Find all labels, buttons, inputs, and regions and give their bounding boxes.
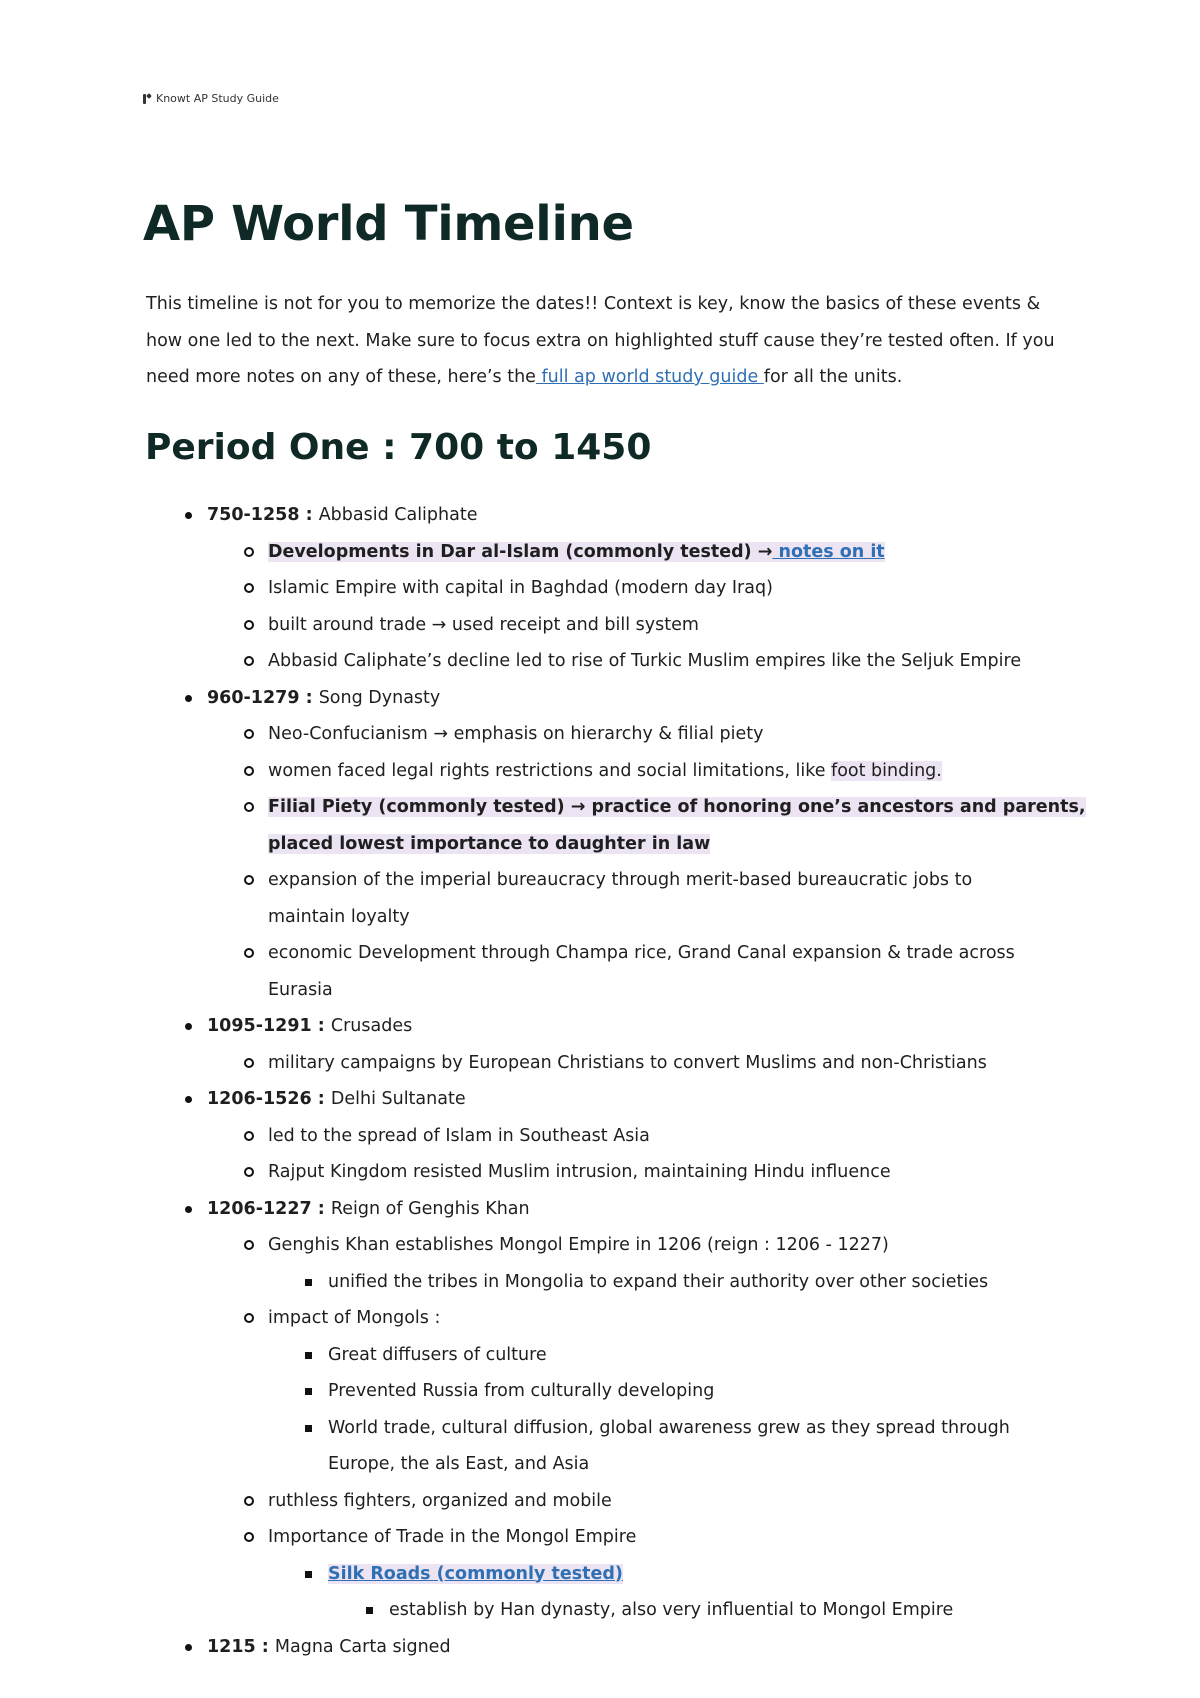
entry-date: 1206-1227 [207, 1198, 312, 1219]
list-item-text: built around trade → used receipt and bill system [268, 614, 699, 635]
list-item [0, 862, 1200, 935]
entry-date: 1206-1526 [207, 1089, 312, 1109]
highlighted-text: Filial Piety (commonly tested) → practice of honoring one’s ancestors and parents, [268, 797, 1086, 817]
list-item [0, 1483, 1200, 1520]
period-heading: Period One : 700 to 1450 [145, 427, 652, 468]
list-item-text: Genghis Khan establishes Mongol Empire in 1206 (reign : 1206 - 1227) [268, 1235, 889, 1255]
circle-bullet-icon [244, 1058, 254, 1068]
disc-bullet-icon [185, 1023, 192, 1030]
disc-bullet-icon [185, 1206, 192, 1213]
circle-bullet-icon [244, 583, 254, 593]
square-bullet-icon [305, 1388, 312, 1395]
silk-roads-link[interactable]: Silk Roads (commonly tested) [328, 1563, 623, 1584]
square-bullet-icon [305, 1279, 312, 1286]
circle-bullet-icon [244, 948, 254, 958]
circle-bullet-icon [244, 656, 254, 666]
circle-bullet-icon [244, 547, 254, 557]
list-item-text: women faced legal rights restrictions and social limitations, like [268, 760, 832, 781]
list-item [0, 1519, 1200, 1556]
list-item-text: Rajput Kingdom resisted Muslim intrusion, maintaining Hindu influence [268, 1162, 891, 1182]
highlighted-text: placed lowest importance to daughter in law [268, 833, 711, 854]
disc-bullet-icon [185, 512, 192, 519]
entry-name: Abbasid Caliphate [318, 505, 478, 525]
disc-bullet-icon [185, 1096, 192, 1103]
circle-bullet-icon [244, 729, 254, 739]
list-item [0, 534, 1200, 571]
list-item [0, 607, 1200, 644]
list-item-text: unified the tribes in Mongolia to expand their authority over other societies [328, 1271, 989, 1292]
notes-link[interactable]: notes on it [772, 541, 885, 562]
entry-name: Reign of Genghis Khan [330, 1198, 530, 1219]
list-item-text: impact of Mongols : [268, 1308, 441, 1328]
list-item-text: expansion of the imperial bureaucracy through merit-based bureaucratic jobs to maintain loyalty [268, 870, 973, 927]
entry-separator: : [311, 1198, 331, 1219]
page-header [143, 92, 279, 105]
list-item [0, 716, 1200, 753]
list-item [0, 1373, 1200, 1410]
circle-bullet-icon [244, 1167, 254, 1177]
page-title: AP World Timeline [143, 196, 634, 252]
list-item-text: Great diffusers of culture [328, 1344, 547, 1365]
entry-separator: : [299, 505, 319, 525]
circle-bullet-icon [244, 1313, 254, 1323]
list-item-text: Abbasid Caliphate’s decline led to rise of Turkic Muslim empires like the Seljuk Empire [268, 651, 1022, 671]
entry-name: Crusades [330, 1016, 413, 1036]
list-item [0, 1592, 1200, 1629]
list-item [0, 643, 1200, 680]
list-item [0, 1118, 1200, 1155]
square-bullet-icon [305, 1571, 312, 1578]
list-item [0, 1300, 1200, 1337]
entry-separator: : [255, 1636, 275, 1657]
timeline-entry [0, 497, 1200, 534]
entry-date: 1095-1291 [207, 1016, 312, 1036]
circle-bullet-icon [244, 620, 254, 630]
list-item-text: Prevented Russia from culturally developing [328, 1381, 715, 1401]
entry-name: Delhi Sultanate [330, 1089, 466, 1109]
timeline-entry [0, 680, 1200, 717]
entry-name: Song Dynasty [318, 687, 441, 708]
header-brand: Knowt AP Study Guide [156, 92, 279, 105]
circle-bullet-icon [244, 875, 254, 885]
disc-bullet-icon [185, 1644, 192, 1651]
list-item-text: ruthless fighters, organized and mobile [268, 1490, 612, 1511]
entry-date: 750-1258 [207, 505, 300, 525]
entry-separator: : [299, 687, 319, 708]
entry-separator: : [311, 1089, 331, 1109]
highlighted-text: foot binding. [831, 760, 942, 781]
list-item [0, 1154, 1200, 1191]
list-item-text: Importance of Trade in the Mongol Empire [268, 1527, 637, 1547]
entry-separator: : [311, 1016, 331, 1036]
entry-date: 1215 [207, 1636, 256, 1657]
list-item-text: economic Development through Champa rice, Grand Canal expansion & trade across Eurasia [268, 943, 1015, 1000]
circle-bullet-icon [244, 766, 254, 776]
intro-text: This timeline is not for you to memorize the dates!! Context is key, know the basics of these events & how one led to the next. Make sure to focus extra on highlighted stuff cause they’re tested often. If you need more notes on any of these, here’s the [146, 294, 1055, 387]
square-bullet-icon [305, 1425, 312, 1432]
highlighted-text: Developments in Dar al-Islam (commonly tested) → [268, 541, 773, 562]
list-item-text: World trade, cultural diffusion, global awareness grew as they spread through Europe, the als East, and Asia [328, 1417, 1010, 1474]
list-item-text: Neo-Confucianism → emphasis on hierarchy & filial piety [268, 724, 764, 744]
intro-paragraph [146, 286, 1076, 396]
timeline-list [0, 497, 1200, 1665]
disc-bullet-icon [185, 695, 192, 702]
list-item [0, 1045, 1200, 1082]
circle-bullet-icon [244, 1131, 254, 1141]
circle-bullet-icon [244, 1532, 254, 1542]
list-item [0, 1227, 1200, 1264]
timeline-entry [0, 1008, 1200, 1045]
list-item [0, 935, 1200, 1008]
timeline-entry [0, 1191, 1200, 1228]
list-item-text: Islamic Empire with capital in Baghdad (modern day Iraq) [268, 578, 773, 598]
study-guide-link[interactable]: full ap world study guide [535, 367, 764, 387]
list-item [0, 789, 1200, 862]
circle-bullet-icon [244, 1240, 254, 1250]
timeline-entry [0, 1081, 1200, 1118]
knowt-logo-icon [143, 93, 152, 104]
list-item [0, 1410, 1200, 1483]
circle-bullet-icon [244, 802, 254, 812]
list-item [0, 1337, 1200, 1374]
list-item-text: led to the spread of Islam in Southeast Asia [268, 1125, 650, 1146]
list-item [0, 1556, 1200, 1593]
list-item [0, 570, 1200, 607]
square-bullet-icon [305, 1352, 312, 1359]
intro-text-end: for all the units. [763, 367, 903, 387]
list-item-text: establish by Han dynasty, also very influential to Mongol Empire [389, 1600, 954, 1620]
list-item-text: military campaigns by European Christians to convert Muslims and non-Christians [268, 1052, 987, 1073]
square-bullet-icon [366, 1607, 373, 1614]
circle-bullet-icon [244, 1496, 254, 1506]
entry-name: Magna Carta signed [274, 1636, 451, 1657]
entry-date: 960-1279 [207, 687, 300, 708]
timeline-entry [0, 1629, 1200, 1666]
list-item [0, 1264, 1200, 1301]
list-item [0, 753, 1200, 790]
